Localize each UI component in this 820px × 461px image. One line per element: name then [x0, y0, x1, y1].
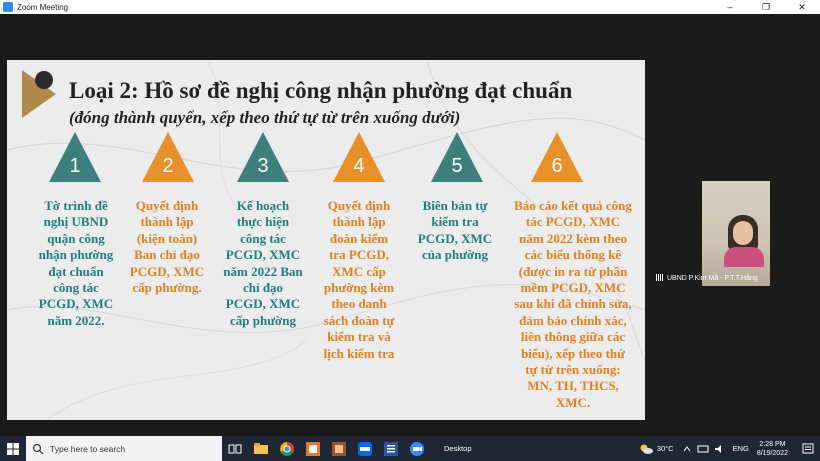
- step-number: 2: [162, 155, 174, 177]
- task-view-button[interactable]: [222, 436, 248, 461]
- step-description-line: PCGD, XMC: [225, 247, 301, 263]
- step-description-line: thành lập: [332, 214, 386, 230]
- taskbar-search-box[interactable]: [26, 436, 222, 461]
- step-description-line: XMC.: [555, 394, 591, 410]
- window-titlebar: [0, 0, 820, 14]
- app-brown-button[interactable]: [326, 436, 352, 461]
- zalo-button[interactable]: [352, 436, 378, 461]
- network-icon[interactable]: [697, 444, 709, 454]
- temperature[interactable]: 30°C: [656, 444, 674, 453]
- word-icon: [384, 442, 398, 456]
- step-description-line: (kiện toàn): [136, 230, 198, 246]
- zoom-button[interactable]: [404, 436, 430, 461]
- close-button[interactable]: ✕: [798, 1, 806, 12]
- step-description-line: PCGD, XMC: [225, 296, 301, 312]
- step-description-line: công tác: [53, 280, 99, 296]
- file-explorer-button[interactable]: [248, 436, 274, 461]
- step-description-line: năm 2022.: [47, 312, 105, 328]
- search-icon: [32, 443, 44, 455]
- windows-taskbar: [0, 436, 820, 461]
- step-description-line: tra PCGD,: [329, 247, 389, 263]
- volume-icon[interactable]: [714, 444, 726, 454]
- step-description-line: tác PCGD, XMC: [525, 214, 621, 230]
- step-description-line: Tờ trình đề: [44, 198, 108, 213]
- system-tray: [638, 436, 820, 461]
- step-number: 3: [257, 155, 269, 177]
- participant-name: UBND P.Kim Mã - P.T.T.Hằng: [667, 275, 758, 282]
- zalo-icon: [358, 442, 372, 456]
- step-description-line: theo danh: [331, 296, 387, 312]
- folder-icon: [254, 443, 268, 455]
- step-description-line: đoàn kiểm: [329, 230, 389, 246]
- chrome-icon: [280, 442, 294, 456]
- step-description-line: nhận phường: [38, 247, 114, 263]
- app-orange-icon: [306, 442, 320, 456]
- step-description-line: quận công: [47, 230, 105, 246]
- step-description-line: công tác: [240, 230, 286, 246]
- step-description-line: Quyết định: [327, 198, 391, 213]
- step-description-line: Ban chỉ đạo: [134, 247, 200, 263]
- step-description-line: PCGD, XMC: [129, 263, 205, 279]
- step-description-line: đạt chuẩn: [48, 263, 104, 279]
- notifications-icon[interactable]: [802, 443, 814, 455]
- step-description-line: sách đoàn tự: [323, 312, 395, 328]
- slide-subtitle: (đóng thành quyển, xếp theo thứ tự từ trên xuống dưới): [69, 108, 461, 127]
- step-description-line: tự từ trên xuống:: [525, 362, 621, 378]
- step-number: 6: [551, 155, 563, 177]
- step-description-line: năm 2022 Ban: [223, 263, 303, 279]
- step-description-line: (được in ra từ phần: [518, 263, 628, 279]
- step-description-line: liên thông giữa các: [520, 329, 626, 345]
- zoom-app-icon: [3, 2, 13, 12]
- clock[interactable]: [757, 440, 788, 458]
- step-description-line: của phường: [422, 247, 488, 263]
- step-description-line: MN, TH, THCS,: [527, 378, 619, 394]
- window-title: Zoom Meeting: [17, 2, 69, 12]
- windows-logo-icon: [7, 443, 19, 455]
- step-description-line: năm 2022 kèm theo: [519, 230, 627, 246]
- word-button[interactable]: [378, 436, 404, 461]
- step-description-line: Báo cáo kết quả công: [514, 198, 632, 213]
- step-description-line: Biên bản tự: [422, 198, 488, 213]
- step-description-line: đảm bảo chính xác,: [519, 312, 627, 328]
- step-description-line: cấp phường.: [132, 280, 202, 296]
- step-description-line: lịch kiểm tra: [323, 345, 395, 361]
- person-face: [733, 221, 753, 245]
- task-view-icon: [228, 443, 242, 455]
- step-description-line: kiểm tra và: [327, 329, 391, 345]
- meeting-area: [0, 14, 820, 436]
- slide-title: Loại 2: Hồ sơ đề nghị công nhận phường đạt chuẩn: [69, 78, 573, 103]
- minimize-button[interactable]: –: [727, 2, 733, 12]
- step-description-line: PCGD, XMC: [417, 230, 493, 246]
- start-button[interactable]: [0, 436, 26, 461]
- step-description-line: thành lập: [140, 214, 194, 230]
- app-brown-icon: [332, 442, 346, 456]
- clock-date: 8/19/2022: [756, 449, 788, 457]
- weather-icon[interactable]: [638, 443, 654, 455]
- step-description-line: thực hiện: [236, 214, 290, 230]
- step-description-line: chỉ đạo: [242, 280, 284, 296]
- step-description-line: biểu), xếp theo thứ: [521, 345, 625, 361]
- maximize-button[interactable]: ❐: [761, 1, 771, 12]
- participant-name-label: [656, 274, 816, 282]
- clock-time: 2:28 PM: [759, 440, 786, 448]
- search-placeholder: Type here to search: [50, 443, 126, 454]
- person-body: [724, 247, 764, 267]
- participant-video[interactable]: [702, 181, 770, 286]
- step-number: 1: [69, 155, 81, 177]
- chevron-up-icon[interactable]: [682, 444, 692, 454]
- shared-slide: [7, 60, 645, 420]
- step-description-line: phường kèm: [323, 280, 395, 296]
- step-number: 5: [451, 155, 463, 177]
- step-description-line: mềm PCGD, XMC: [520, 280, 626, 296]
- step-description-line: XMC cấp: [332, 263, 386, 279]
- step-description-line: nghị UBND: [43, 214, 109, 230]
- step-description-line: cấp phường: [230, 312, 296, 328]
- slide-decoration-icon: [22, 70, 62, 118]
- step-description-line: Quyết định: [135, 198, 199, 213]
- step-description: [493, 198, 645, 411]
- step-description-line: kiểm tra: [431, 214, 479, 230]
- step-description-line: các biểu thống kê: [524, 247, 622, 263]
- step-description-line: PCGD, XMC: [38, 296, 114, 312]
- step-description-line: Kế hoạch: [236, 198, 290, 213]
- step-description-line: sau khi đã chỉnh sửa,: [514, 296, 632, 312]
- step-number: 4: [353, 155, 365, 177]
- chrome-button[interactable]: [274, 436, 300, 461]
- signal-bars-icon: [656, 274, 664, 281]
- desktop-toolbar-label[interactable]: Desktop: [444, 444, 472, 453]
- zoom-icon: [410, 442, 424, 456]
- app-orange-button[interactable]: [300, 436, 326, 461]
- language-indicator[interactable]: ENG: [732, 444, 749, 453]
